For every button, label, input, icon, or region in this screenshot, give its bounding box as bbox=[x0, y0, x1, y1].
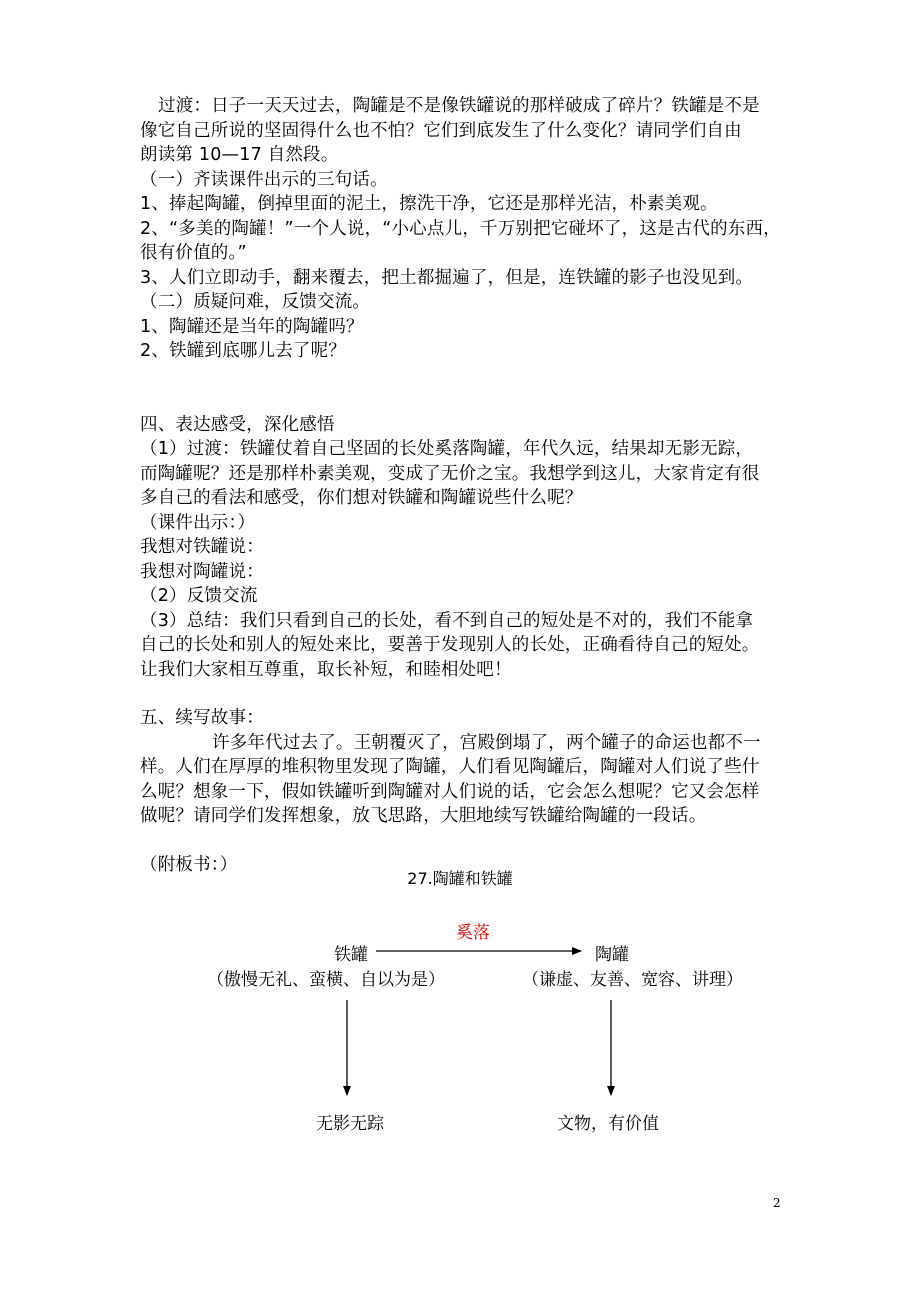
sentence-item-continued: 很有价值的。” bbox=[140, 243, 247, 263]
section5-paragraph: 许多年代过去了。王朝覆灭了，宫殿倒塌了，两个罐子的命运也都不一 bbox=[212, 732, 761, 753]
section4-paragraph: （课件出示：） bbox=[140, 512, 256, 533]
iron-jar-traits: （傲慢无礼、蛮横、自以为是） bbox=[207, 970, 445, 990]
section4-paragraph: （1）过渡：铁罐仗着自己坚固的长处奚落陶罐，年代久远，结果却无影无踪， bbox=[140, 439, 754, 459]
clay-jar-label: 陶罐 bbox=[595, 945, 629, 965]
section5-paragraph: 么呢？想象一下，假如铁罐听到陶罐对人们说的话，它会怎么想呢？它又会怎样 bbox=[140, 781, 760, 802]
board-title: 27.陶罐和铁罐 bbox=[407, 869, 513, 888]
page-number: 2 bbox=[773, 1196, 781, 1210]
section4-title: 四、表达感受，深化感悟 bbox=[140, 414, 335, 435]
sentence-item: 2、“多美的陶罐！”一个人说，“小心点儿，千万别把它碰坏了，这是古代的东西， bbox=[140, 218, 781, 239]
intro-line: 过渡：日子一天天过去，陶罐是不是像铁罐说的那样破成了碎片？铁罐是不是 bbox=[158, 96, 760, 116]
section4-paragraph: （3）总结：我们只看到自己的长处，看不到自己的短处是不对的，我们不能拿 bbox=[140, 610, 754, 631]
section5-paragraph: 做呢？请同学们发挥想象，放飞思路，大胆地续写铁罐给陶罐的一段话。 bbox=[140, 806, 707, 826]
intro-line: 朗读第 10—17 自然段。 bbox=[140, 145, 339, 165]
section4-paragraph: 让我们大家相互尊重，取长补短，和睦相处吧！ bbox=[140, 659, 512, 680]
section5-title: 五、续写故事： bbox=[140, 708, 264, 728]
section4-paragraph: 而陶罐呢？还是那样朴素美观，变成了无价之宝。我想学到这儿，大家肯定有很 bbox=[140, 463, 760, 484]
board-label: （附板书：） bbox=[140, 854, 238, 875]
iron-jar-result: 无影无踪 bbox=[316, 1114, 384, 1134]
section5-paragraph: 样。人们在厚厚的堆积物里发现了陶罐，人们看见陶罐后，陶罐对人们说了些什 bbox=[140, 757, 760, 777]
section4-paragraph: 我想对陶罐说： bbox=[140, 561, 264, 582]
section4-paragraph: 多自己的看法和感受，你们想对铁罐和陶罐说些什么呢？ bbox=[140, 488, 583, 508]
intro-line: 像它自己所说的坚固得什么也不怕？它们到底发生了什么变化？请同学们自由 bbox=[140, 120, 742, 141]
part2-heading: （二）质疑问难，反馈交流。 bbox=[140, 292, 371, 312]
section4-paragraph: （2）反馈交流 bbox=[140, 586, 258, 606]
question-item: 2、铁罐到底哪儿去了呢？ bbox=[140, 341, 347, 361]
part1-heading: （一）齐读课件出示的三句话。 bbox=[140, 169, 388, 190]
sentence-item: 1、捧起陶罐，倒掉里面的泥土，擦洗干净，它还是那样光洁，朴素美观。 bbox=[140, 194, 718, 214]
iron-jar-label: 铁罐 bbox=[334, 945, 368, 965]
clay-jar-result: 文物，有价值 bbox=[557, 1114, 659, 1134]
sentence-item: 3、人们立即动手，翻来覆去，把土都掘遍了，但是，连铁罐的影子也没见到。 bbox=[140, 267, 754, 288]
mock-label: 奚落 bbox=[456, 923, 490, 943]
question-item: 1、陶罐还是当年的陶罐吗？ bbox=[140, 316, 364, 337]
section4-paragraph: 自己的长处和别人的短处来比，要善于发现别人的长处，正确看待自己的短处。 bbox=[140, 635, 760, 655]
section4-paragraph: 我想对铁罐说： bbox=[140, 537, 264, 557]
clay-jar-traits: （谦虚、友善、宽容、讲理） bbox=[522, 970, 743, 990]
